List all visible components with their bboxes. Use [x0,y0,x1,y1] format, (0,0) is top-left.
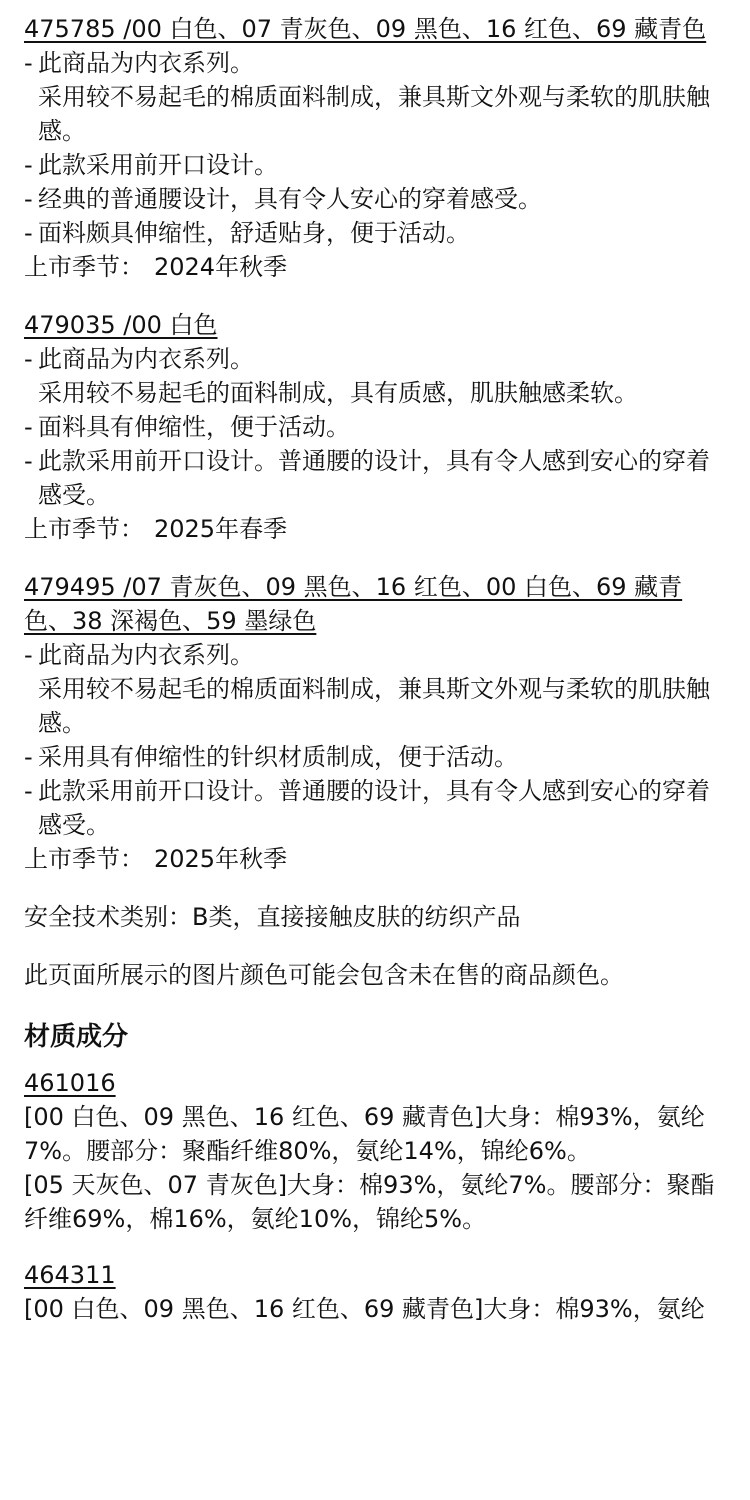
feature-item [24,774,728,842]
product-code-line[interactable]: 475785 /00 白色、07 青灰色、09 黑色、16 红色、69 藏青色 [24,15,707,43]
launch-season-label: 上市季节： [24,515,144,543]
feature-item [24,182,728,216]
material-composition-line: [00 白色、09 黑色、16 红色、69 藏青色]大身：棉93%，氨纶7%。腰部分：聚酯纤维80%，氨纶14%，锦纶6%。 [24,1103,705,1165]
feature-text: 采用具有伸缩性的针织材质制成，便于活动。 [38,743,518,771]
feature-text: 经典的普通腰设计，具有令人安心的穿着感受。 [38,185,542,213]
color-disclaimer-note: 此页面所展示的图片颜色可能会包含未在售的商品颜色。 [24,961,624,989]
launch-season-label: 上市季节： [24,253,144,281]
launch-season-value: 2025年秋季 [154,845,288,873]
product-feature-list [24,342,728,512]
product-feature-list [24,46,728,250]
launch-season-value: 2024年秋季 [154,253,288,281]
launch-season-value: 2025年春季 [154,515,288,543]
product-block [24,308,728,546]
material-composition-line: [00 白色、09 黑色、16 红色、69 藏青色]大身：棉93%，氨纶 [24,1295,705,1323]
feature-text: 面料颇具伸缩性，舒适贴身，便于活动。 [38,219,470,247]
material-product-code[interactable]: 464311 [24,1261,116,1289]
feature-item [24,46,728,148]
feature-text: 此款采用前开口设计。普通腰的设计，具有令人感到安心的穿着感受。 [38,777,710,839]
product-code-line[interactable]: 479035 /00 白色 [24,311,218,339]
product-block [24,12,728,284]
product-code-line[interactable]: 479495 /07 青灰色、09 黑色、16 红色、00 白色、69 藏青色、38 深褐色、59 墨绿色 [24,573,683,635]
product-block [24,570,728,876]
feature-item [24,148,728,182]
feature-item [24,740,728,774]
product-feature-list [24,638,728,842]
launch-season [24,842,728,876]
launch-season-label: 上市季节： [24,845,144,873]
product-details-page [24,12,728,1348]
feature-item [24,342,728,410]
feature-text: 面料具有伸缩性，便于活动。 [38,413,350,441]
launch-season [24,250,728,284]
material-block [24,1258,728,1326]
feature-text: 此款采用前开口设计。普通腰的设计，具有令人感到安心的穿着感受。 [38,447,710,509]
feature-item [24,410,728,444]
feature-text: 此商品为内衣系列。 采用较不易起毛的棉质面料制成，兼具斯文外观与柔软的肌肤触感。 [38,49,710,145]
material-product-code[interactable]: 461016 [24,1069,116,1097]
feature-text: 此款采用前开口设计。 [38,151,278,179]
feature-item [24,216,728,250]
material-composition-line: [05 天灰色、07 青灰色]大身：棉93%，氨纶7%。腰部分：聚酯纤维69%，棉16%，氨纶10%，锦纶5%。 [24,1171,715,1233]
feature-item [24,444,728,512]
materials-section-title: 材质成分 [24,1022,129,1052]
material-block [24,1066,728,1236]
safety-category-note: 安全技术类别：B类，直接接触皮肤的纺织产品 [24,903,521,931]
feature-text: 此商品为内衣系列。 采用较不易起毛的棉质面料制成，兼具斯文外观与柔软的肌肤触感。 [38,641,710,737]
feature-item [24,638,728,740]
launch-season [24,512,728,546]
feature-text: 此商品为内衣系列。 采用较不易起毛的面料制成，具有质感，肌肤触感柔软。 [38,345,638,407]
